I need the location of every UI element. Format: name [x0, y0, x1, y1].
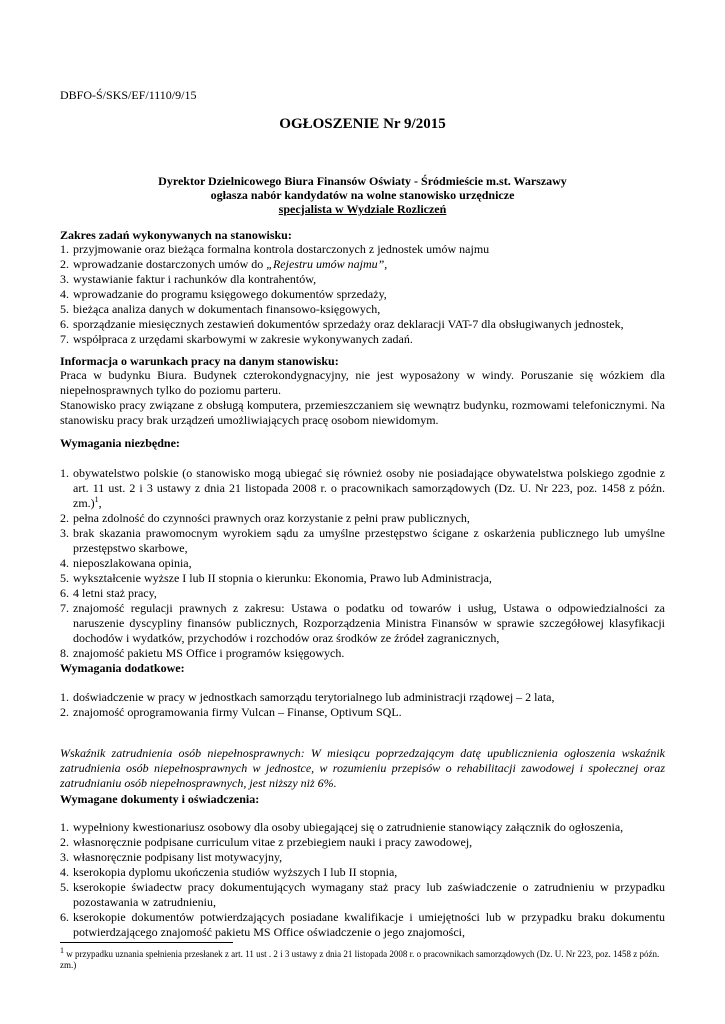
reference-number: DBFO-Ś/SKS/EF/1110/9/15 [60, 88, 197, 102]
header-position: specjalista w Wydziale Rozliczeń [278, 202, 447, 216]
list-item: 2. wprowadzanie dostarczonych umów do „Rejestru umów najmu”, [60, 257, 388, 271]
announcement-header [60, 174, 665, 216]
conditions-paragraph-1: Praca w budynku Biura. Budynek czterokondygnacyjny, nie jest wyposażony w windy. Poruszanie się wózkiem dla niepełnosprawnych tylko do poziomu parteru. [60, 368, 665, 397]
footnote-text: w przypadku uznania spełnienia przesłanek z art. 11 ust . 2 i 3 ustawy z dnia 21 listopada 2008 r. o pracownikach samorządowych (Dz. U. Nr 223, poz. 1458 z późn. zm.) [60, 949, 660, 970]
additional-list [60, 690, 665, 720]
list-item: 1. przyjmowanie oraz bieżąca formalna kontrola dostarczonych z jednostek umów najmu [60, 242, 490, 256]
list-item: 5. kserokopie świadectw pracy dokumentujących wymagany staż pracy lub zaświadczenie o zatrudnieniu w przypadku pozostawania w zatrudnieniu, [60, 880, 665, 909]
duties-heading: Zakres zadań wykonywanych na stanowisku: [60, 228, 292, 242]
footnote [60, 946, 665, 971]
list-item: 5. wykształcenie wyższe I lub II stopnia o kierunku: Ekonomia, Prawo lub Administracja, [60, 571, 492, 585]
header-line-2: ogłasza nabór kandydatów na wolne stanowisko urzędnicze [210, 188, 515, 202]
documents-heading: Wymagane dokumenty i oświadczenia: [60, 792, 260, 806]
list-item: 7. znajomość regulacji prawnych z zakresu: Ustawa o podatku od towarów i usług, Ustawa o odpowiedzialności za naruszenie dyscypliny finansów publicznych, Rozporządzenia Ministra Finansów w sprawie szczegółowej klasyfikacji dochodów i wydatków, przychodów i rozchodów oraz środków ze źródeł zagranicznych, [60, 601, 665, 645]
list-item: 6. 4 letni staż pracy, [60, 586, 157, 600]
list-item: 2. własnoręcznie podpisane curriculum vitae z przebiegiem nauki i pracy zawodowej, [60, 835, 473, 849]
required-list [60, 466, 665, 661]
list-item: 5. bieżąca analiza danych w dokumentach finansowo-księgowych, [60, 302, 381, 316]
documents-list [60, 820, 665, 940]
list-item: 6. kserokopie dokumentów potwierdzających posiadane kwalifikacje i umiejętności lub w przypadku braku dokumentu potwierdzającego znajomość pakietu MS Office oświadczenie o jego znajomości, [60, 910, 665, 939]
list-item: 1. wypełniony kwestionariusz osobowy dla osoby ubiegającej się o zatrudnienie stanowiący załącznik do ogłoszenia, [60, 820, 624, 834]
list-item: 6. sporządzanie miesięcznych zestawień dokumentów sprzedaży oraz deklaracji VAT-7 dla obsługiwanych jednostek, [60, 317, 624, 331]
conditions-paragraph-2: Stanowisko pracy związane z obsługą komputera, przemieszczaniem się wewnątrz budynku, rozmowami telefonicznymi. Na stanowisku pracy brak urządzeń umożliwiających pracę osobom niewidomym. [60, 398, 665, 427]
page-title: OGŁOSZENIE Nr 9/2015 [279, 116, 446, 132]
list-item: 4. nieposzlakowana opinia, [60, 556, 192, 570]
list-item: 2. pełna zdolność do czynności prawnych oraz korzystanie z pełni praw publicznych, [60, 511, 470, 525]
list-item: 3. wystawianie faktur i rachunków dla kontrahentów, [60, 272, 317, 286]
list-item: 7. współpraca z urzędami skarbowymi w zakresie wykonywanych zadań. [60, 332, 413, 346]
list-item: 3. brak skazania prawomocnym wyrokiem sądu za umyślne przestępstwo ścigane z oskarżenia publicznego lub umyślne przestępstwo skarbowe, [60, 526, 665, 555]
list-item: 1. obywatelstwo polskie (o stanowisko mogą ubiegać się również osoby nie posiadające obywatelstwa polskiego zgodnie z art. 11 ust. 2 i 3 ustawy z dnia 21 listopada 2008 r. o pracownikach samorządowych (Dz. U. Nr 223, poz. 1458 z późn. zm.)$^1$, [60, 466, 665, 510]
conditions-text [60, 368, 665, 428]
required-heading: Wymagania niezbędne: [60, 436, 180, 450]
footnote-mark: 1 [60, 946, 64, 955]
duties-list [60, 242, 665, 347]
footnote-divider [60, 942, 233, 943]
disability-indicator: Wskaźnik zatrudnienia osób niepełnosprawnych: W miesiącu poprzedzającym datę upublicznienia ogłoszenia wskaźnik zatrudnienia osób niepełnosprawnych w jednostce, w rozumieniu przepisów o rehabilitacji zawodowej i społecznej oraz zatrudnianiu osób niepełnosprawnych, jest niższy niż 6%. [60, 746, 665, 790]
list-item: 2. znajomość oprogramowania firmy Vulcan – Finanse, Optivum SQL. [60, 705, 402, 719]
list-item: 8. znajomość pakietu MS Office i programów księgowych. [60, 646, 345, 660]
list-item: 4. kserokopia dyplomu ukończenia studiów wyższych I lub II stopnia, [60, 865, 398, 879]
additional-heading: Wymagania dodatkowe: [60, 661, 185, 675]
list-item: 1. doświadczenie w pracy w jednostkach samorządu terytorialnego lub administracji rządowej – 2 lata, [60, 690, 555, 704]
conditions-heading: Informacja o warunkach pracy na danym stanowisku: [60, 354, 339, 368]
list-item: 3. własnoręcznie podpisany list motywacyjny, [60, 850, 283, 864]
header-line-1: Dyrektor Dzielnicowego Biura Finansów Oświaty - Śródmieście m.st. Warszawy [158, 174, 567, 188]
list-item: 4. wprowadzanie do programu księgowego dokumentów sprzedaży, [60, 287, 387, 301]
